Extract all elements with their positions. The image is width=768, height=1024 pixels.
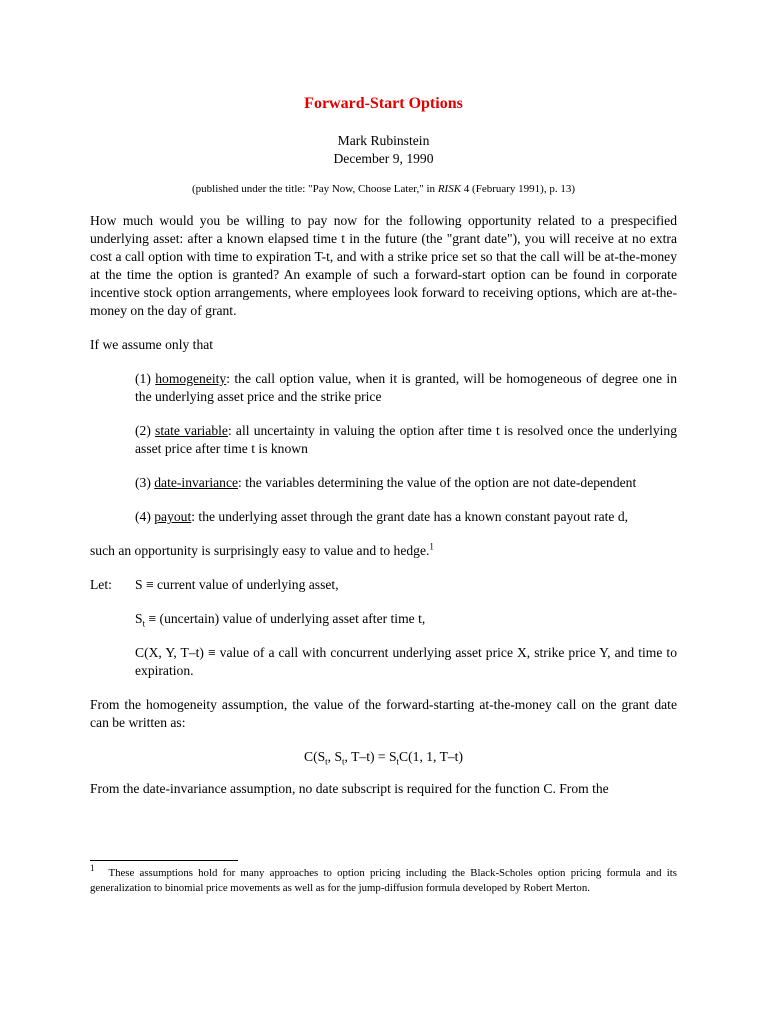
assumption-number: (4) xyxy=(135,509,155,524)
equation-part: C(1, 1, T–t) xyxy=(399,749,463,764)
definition-subscript: t xyxy=(142,618,146,629)
assumption-text: : the underlying asset through the grant date has a known constant payout rate d, xyxy=(191,509,629,524)
equation-part: C(S xyxy=(304,749,326,764)
assumption-term: date-invariance xyxy=(154,475,239,490)
assumption-text: : the variables determining the value of the option are not date-dependent xyxy=(238,475,637,490)
homogeneity-paragraph: From the homogeneity assumption, the value of the forward-starting at-the-money call on the grant date can be written as: xyxy=(90,697,677,730)
paper-title: Forward-Start Options xyxy=(304,95,463,112)
assumption-text: : the call option value, when it is granted, will be homogeneous of degree one in the underlying asset price and the strike price xyxy=(135,371,677,404)
definition-row: C(X, Y, T–t) ≡ value of a call with concurrent underlying asset price X, strike price Y, and time to expiration. xyxy=(135,645,677,678)
equation-subscript: t xyxy=(396,756,400,767)
assumption-item xyxy=(135,508,677,526)
footnote xyxy=(90,863,677,896)
assumption-text: : all uncertainty in valuing the option after time t is resolved once the underlying asset price after time t is known xyxy=(135,423,677,456)
hedge-paragraph xyxy=(90,542,677,560)
assumption-item xyxy=(135,474,677,492)
assumption-item xyxy=(135,422,677,458)
published-note-journal: RISK xyxy=(437,183,462,195)
assumption-term: state variable xyxy=(155,423,228,438)
published-note xyxy=(90,182,677,196)
footnote-mark: 1 xyxy=(90,863,95,874)
footnote-text: These assumptions hold for many approaches to option pricing including the Black-Scholes option pricing formula and its generalization to binomial price movements as well as for the jump-diffusion formula developed by Robert Merton. xyxy=(90,867,677,894)
paper-page xyxy=(90,94,677,798)
assumption-number: (2) xyxy=(135,423,156,438)
published-note-suffix: 4 (February 1991), p. 13) xyxy=(461,183,575,195)
assumption-item xyxy=(135,370,677,406)
let-label: Let: xyxy=(90,577,112,592)
equation xyxy=(90,748,677,766)
definition-text: ≡ (uncertain) value of underlying asset after time t, xyxy=(145,611,426,626)
equation-part: , T–t) = S xyxy=(344,749,397,764)
equation-subscript: t xyxy=(342,756,345,767)
hedge-text: such an opportunity is surprisingly easy to value and to hedge. xyxy=(90,543,430,558)
footnote-divider xyxy=(90,860,238,861)
assumption-number: (1) xyxy=(135,371,156,386)
paper-date: December 9, 1990 xyxy=(333,151,434,166)
definition-row xyxy=(90,576,677,594)
footnote-ref: 1 xyxy=(429,541,434,552)
date-invariance-paragraph: From the date-invariance assumption, no date subscript is required for the function C. From the xyxy=(90,781,609,796)
definition-text: S ≡ current value of underlying asset, xyxy=(135,577,339,592)
definition-row xyxy=(135,610,677,628)
author-name: Mark Rubinstein xyxy=(337,133,430,148)
intro-paragraph: How much would you be willing to pay now for the following opportunity related to a prespecified underlying asset: after a known elapsed time t in the future (the "grant date"), you will receive at no extra cost a call option with time to expiration T-t, and with a strike price set so that the call will be at-the-money at the time the option is granted? An example of such a forward-start option can be found in corporate incentive stock option arrangements, where employees look forward to receiving options, which are at-the-money on the day of grant. xyxy=(90,213,677,318)
assumption-term: payout xyxy=(154,509,192,524)
assume-paragraph: If we assume only that xyxy=(90,337,214,352)
definition-symbol: S xyxy=(135,611,143,626)
equation-subscript: t xyxy=(325,756,328,767)
published-note-prefix: (published under the title: "Pay Now, Choose Later," in xyxy=(192,183,438,195)
equation-part: , S xyxy=(327,749,343,764)
assumption-term: homogeneity xyxy=(155,371,227,386)
assumption-number: (3) xyxy=(135,475,155,490)
